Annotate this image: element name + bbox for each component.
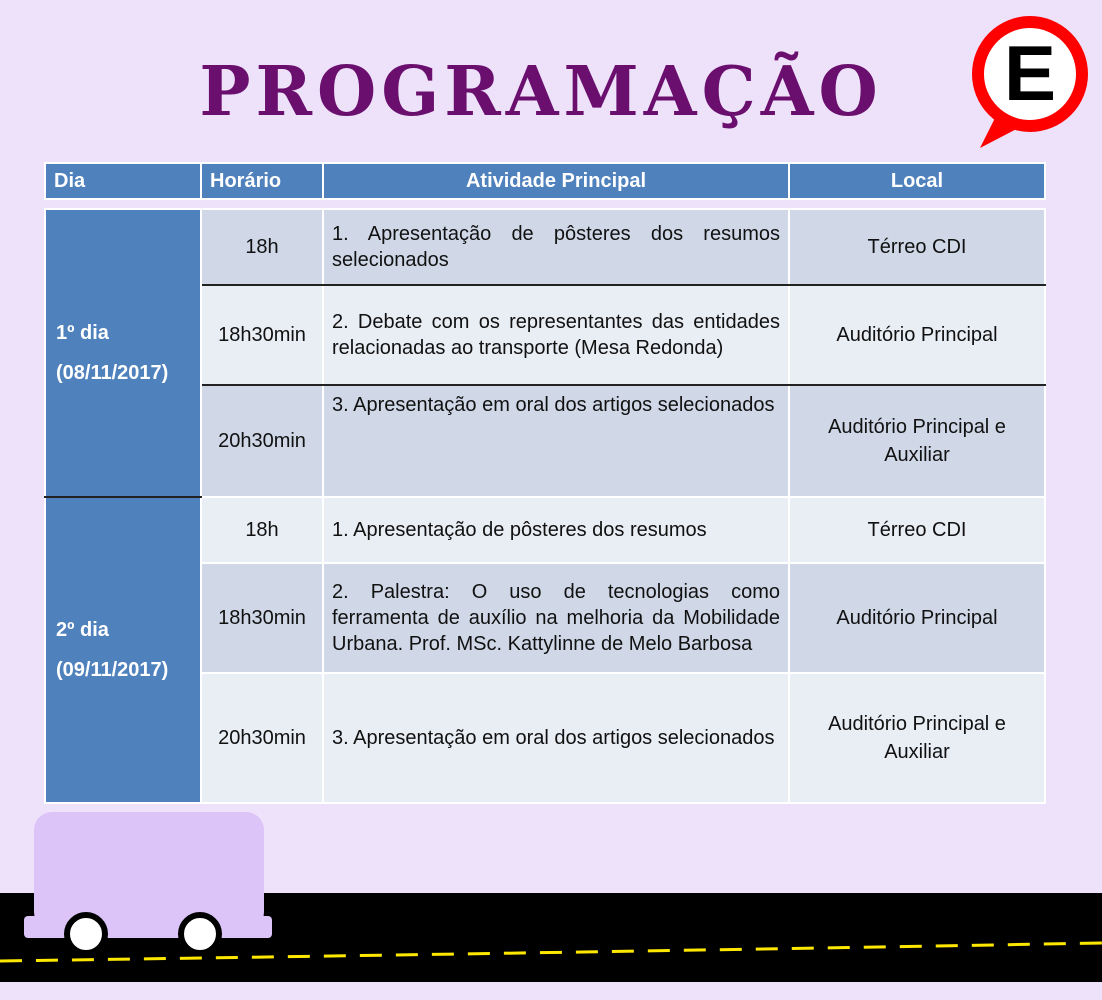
local-cell: Auditório Principal	[789, 285, 1045, 385]
local-cell: Auditório Principal	[789, 563, 1045, 673]
badge-letter: E	[1003, 29, 1057, 117]
schedule-table	[44, 162, 1046, 804]
activity-cell: 1. Apresentação de pôsteres dos resumos	[323, 497, 789, 563]
day-cell-2	[45, 497, 201, 803]
header-local: Local	[789, 163, 1045, 199]
time-cell: 18h30min	[201, 563, 323, 673]
activity-cell: 3. Apresentação em oral dos artigos selecionados	[323, 385, 789, 497]
day-date: (09/11/2017)	[56, 659, 169, 681]
day-label: 2º dia	[56, 619, 109, 641]
local-cell: Auditório Principal e Auxiliar	[789, 385, 1045, 497]
local-cell: Auditório Principal e Auxiliar	[789, 673, 1045, 803]
table-header-row	[45, 163, 1045, 199]
day-date: (08/11/2017)	[56, 362, 169, 384]
local-cell: Térreo CDI	[789, 497, 1045, 563]
table-row	[45, 497, 1045, 563]
activity-cell: 2. Debate com os representantes das entidades relacionadas ao transporte (Mesa Redonda)	[323, 285, 789, 385]
page-title: PROGRAMAÇÃO	[199, 52, 883, 132]
time-cell: 20h30min	[201, 385, 323, 497]
header-atividade: Atividade Principal	[323, 163, 789, 199]
activity-cell: 1. Apresentação de pôsteres dos resumos selecionados	[323, 209, 789, 285]
activity-cell: 3. Apresentação em oral dos artigos selecionados	[323, 673, 789, 803]
table-row	[45, 209, 1045, 285]
time-cell: 18h30min	[201, 285, 323, 385]
day-label: 1º dia	[56, 322, 109, 344]
bus-icon	[24, 812, 274, 957]
time-cell: 18h	[201, 497, 323, 563]
parking-prohibited-sign-icon	[968, 8, 1088, 153]
time-cell: 20h30min	[201, 673, 323, 803]
time-cell: 18h	[201, 209, 323, 285]
header-dia: Dia	[45, 163, 201, 199]
header-horario: Horário	[201, 163, 323, 199]
local-cell: Térreo CDI	[789, 209, 1045, 285]
activity-cell: 2. Palestra: O uso de tecnologias como ferramenta de auxílio na melhoria da Mobilidade Urbana. Prof. MSc. Kattylinne de Melo Barbosa	[323, 563, 789, 673]
day-cell-1	[45, 209, 201, 497]
